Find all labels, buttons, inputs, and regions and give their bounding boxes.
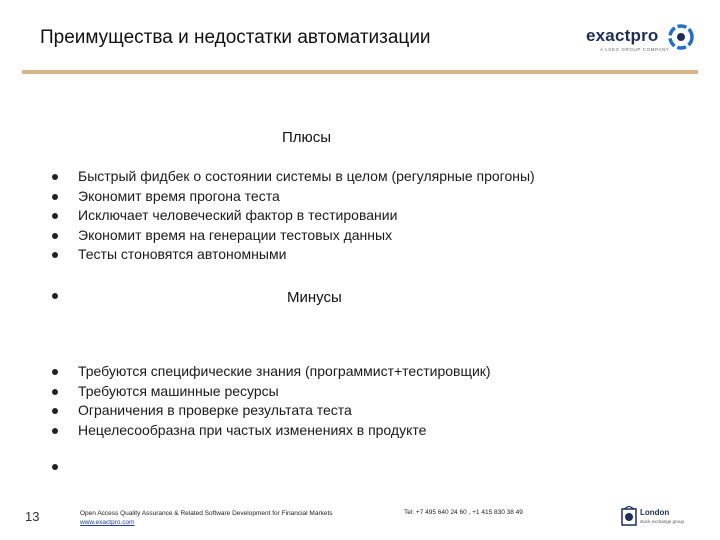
exactpro-mark-icon bbox=[668, 24, 694, 50]
empty-bullet bbox=[52, 464, 58, 470]
list-item: Ограничения в проверке результата теста bbox=[52, 401, 491, 421]
logo-tagline: A LSEG GROUP COMPANY bbox=[600, 47, 670, 52]
list-item: Экономит время прогона теста bbox=[52, 187, 535, 207]
pros-list bbox=[52, 167, 535, 265]
cons-list bbox=[52, 362, 491, 440]
pros-heading: Плюсы bbox=[282, 129, 332, 146]
footer-line: Open Access Quality Assurance & Related Software Development for Financial Markets bbox=[80, 510, 333, 517]
lse-crest-icon bbox=[620, 506, 638, 528]
lse-logo bbox=[620, 506, 700, 530]
list-item: Быстрый фидбек о состоянии системы в целом (регулярные прогоны) bbox=[52, 167, 535, 187]
footer-website-link[interactable]: www.exactpro.com bbox=[80, 519, 135, 526]
list-item: Исключает человеческий фактор в тестировании bbox=[52, 206, 535, 226]
cons-heading: Минусы bbox=[287, 289, 342, 306]
slide-title: Преимущества и недостатки автоматизации bbox=[40, 27, 431, 48]
list-item: Требуются машинные ресурсы bbox=[52, 382, 491, 402]
header-divider bbox=[22, 70, 698, 74]
exactpro-logo bbox=[586, 18, 696, 58]
lse-wordmark: London bbox=[640, 508, 670, 517]
list-item: Нецелесообразна при частых изменениях в продукте bbox=[52, 421, 491, 441]
list-item: Тесты стоновятся автономными bbox=[52, 245, 535, 265]
lse-subtitle: stock exchange group bbox=[640, 519, 685, 524]
empty-bullet bbox=[52, 293, 58, 299]
footer-description bbox=[80, 509, 333, 527]
footer-telephone: Tel: +7 495 640 24 60 , +1 415 830 38 49 bbox=[404, 509, 523, 516]
logo-wordmark: exactpro bbox=[586, 26, 659, 45]
page-number: 13 bbox=[25, 509, 40, 524]
list-item: Требуются специфические знания (программист+тестировщик) bbox=[52, 362, 491, 382]
list-item: Экономит время на генерации тестовых данных bbox=[52, 226, 535, 246]
